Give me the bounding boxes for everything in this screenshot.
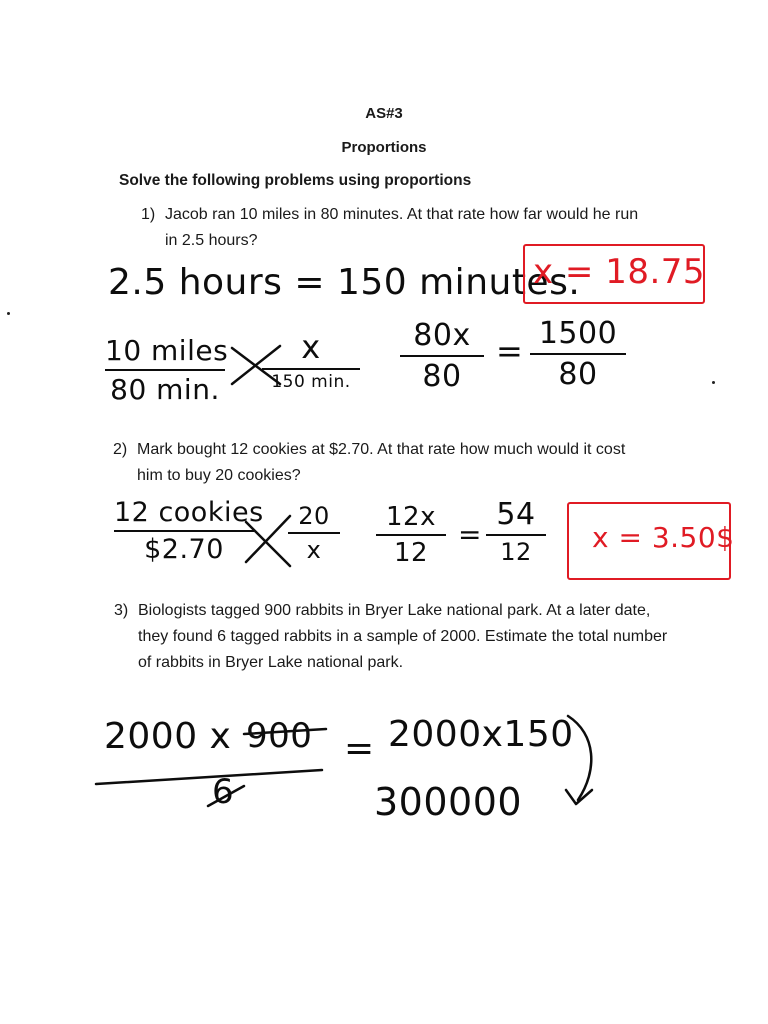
cross-multiply-stroke [246,522,290,566]
fraction-denominator: 12 [393,538,429,568]
stray-mark [712,381,715,384]
problem-3-equals: = [344,728,375,769]
problem-1-conversion: 2.5 hours = 150 minutes. [108,262,581,303]
problem-2-answer: x = 3.50$ [592,521,735,554]
fraction-numerator: 80x [413,318,471,353]
fraction-numerator: 1500 [538,316,618,351]
instructions: Solve the following problems using proportions [119,172,472,189]
fraction-bar [96,770,322,784]
fraction-numerator: 20 [298,502,330,530]
strike-through [244,729,326,734]
problem-2-text: Mark bought 12 cookies at $2.70. At that rate how much would it cost him to buy 20 cookies? [137,441,626,484]
fraction-numerator: 10 miles [105,334,229,367]
fraction-numerator: 12 cookies [114,497,264,528]
cross-multiply-stroke [246,516,290,562]
strike-through [208,786,244,806]
problem-1-number: 1) [141,206,156,223]
fraction-denominator: 80 [558,357,598,392]
fraction-denominator: 150 min. [271,372,351,392]
fraction-denominator: 12 [500,538,532,566]
problem-1-text: Jacob ran 10 miles in 80 minutes. At that rate how far would he run in 2.5 hours? [165,206,639,249]
problem-3-step: 2000x150 [388,714,574,755]
problem-3-fraction-denominator: 6 [212,772,235,812]
fraction-denominator: 80 min. [110,373,220,406]
problem-3-result: 300000 [374,780,523,824]
problem-1-answer: x = 18.75 [533,252,706,292]
fraction-numerator: 54 [496,497,536,532]
problem-2-equals: = [458,518,482,551]
assignment-number: AS#3 [365,105,403,122]
worksheet-title: Proportions [341,139,427,156]
problem-3-number: 3) [114,602,129,619]
fraction-numerator: x [301,328,321,366]
fraction-denominator: $2.70 [144,534,224,565]
problem-2-number: 2) [113,441,128,458]
curved-arrow-icon [568,716,591,800]
problem-3-text: Biologists tagged 900 rabbits in Bryer Lake national park. At a later date, they found 6 tagged rabbits in a sample of 2000. Estimate the total number of rabbits in Bryer Lake national park. [138,602,668,671]
fraction-numerator: 12x [386,502,436,532]
stray-mark [7,312,10,315]
fraction-denominator: 80 [422,359,462,394]
problem-1-equals: = [496,332,524,370]
problem-3-fraction-numerator-b: 900 [246,716,313,756]
problem-3-fraction-numerator-a: 2000 x [104,716,232,757]
fraction-denominator: x [306,536,322,564]
